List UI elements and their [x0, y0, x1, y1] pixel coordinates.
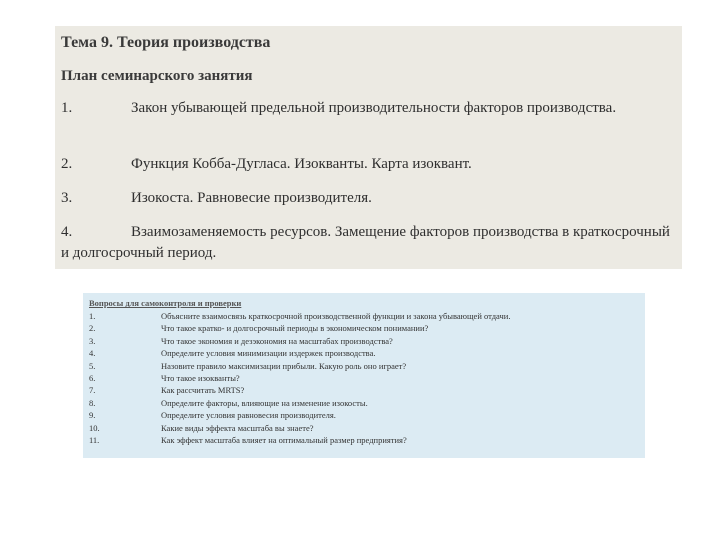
self-check-questions-box — [83, 293, 645, 458]
question-number: 2. — [89, 323, 96, 334]
question-item — [89, 397, 510, 409]
plan-item-number: 2. — [61, 156, 73, 172]
question-text: Объясните взаимосвязь краткосрочной производственной функции и закона убывающей отдачи. — [161, 311, 511, 321]
question-text: Как рассчитать MRTS? — [161, 385, 245, 396]
plan-subtitle: План семинарского занятия — [61, 68, 253, 84]
questions-heading: Вопросы для самоконтроля и проверки — [89, 298, 242, 308]
question-item — [89, 335, 510, 347]
plan-item-text: Изокоста. Равновесие производителя. — [131, 190, 372, 206]
question-number: 3. — [89, 335, 96, 346]
plan-item-text: Закон убывающей предельной производительности факторов производства. — [131, 100, 617, 116]
plan-item — [61, 98, 671, 119]
plan-item-text: Взаимозаменяемость ресурсов. Замещение факторов производства в краткосрочный и долгосрочный период. — [61, 224, 670, 261]
question-item — [89, 322, 510, 334]
question-number: 5. — [89, 360, 96, 371]
plan-item — [61, 154, 671, 175]
question-text: Определите условия минимизации издержек производства. — [161, 348, 376, 359]
question-item — [89, 360, 510, 372]
question-number: 10. — [89, 422, 100, 433]
question-text: Что такое экономия и дезэкономия на масштабах производства? — [161, 335, 393, 346]
question-text: Определите условия равновесия производителя. — [161, 410, 336, 421]
question-text: Определите факторы, влияющие на изменение изокосты. — [161, 397, 368, 408]
question-text: Что такое кратко- и долгосрочный периоды в экономическом понимании? — [161, 323, 429, 334]
question-item — [89, 372, 510, 384]
question-item — [89, 384, 510, 396]
question-text: Как эффект масштаба влияет на оптимальный размер предприятия? — [161, 434, 407, 445]
question-text: Что такое изокванты? — [161, 372, 240, 383]
question-item — [89, 409, 510, 421]
plan-item-number: 4. — [61, 224, 73, 240]
question-number: 9. — [89, 410, 96, 421]
question-number: 7. — [89, 385, 96, 396]
seminar-plan-box — [55, 26, 682, 269]
question-item — [89, 310, 510, 322]
question-text: Назовите правило максимизации прибыли. Какую роль оно играет? — [161, 360, 407, 371]
question-text: Какие виды эффекта масштаба вы знаете? — [161, 422, 314, 433]
plan-item-number: 1. — [61, 100, 73, 116]
question-item — [89, 434, 510, 446]
question-number: 1. — [89, 311, 96, 321]
plan-item — [61, 188, 671, 209]
plan-item-text: Функция Кобба-Дугласа. Изокванты. Карта изоквант. — [131, 156, 472, 172]
question-number: 4. — [89, 348, 96, 359]
question-number: 11. — [89, 434, 100, 445]
plan-item-number: 3. — [61, 190, 73, 206]
question-item — [89, 422, 510, 434]
questions-list — [89, 310, 510, 446]
question-item — [89, 347, 510, 359]
question-number: 6. — [89, 372, 96, 383]
question-number: 8. — [89, 397, 96, 408]
topic-title: Тема 9. Теория производства — [61, 34, 271, 51]
plan-item — [61, 222, 671, 264]
